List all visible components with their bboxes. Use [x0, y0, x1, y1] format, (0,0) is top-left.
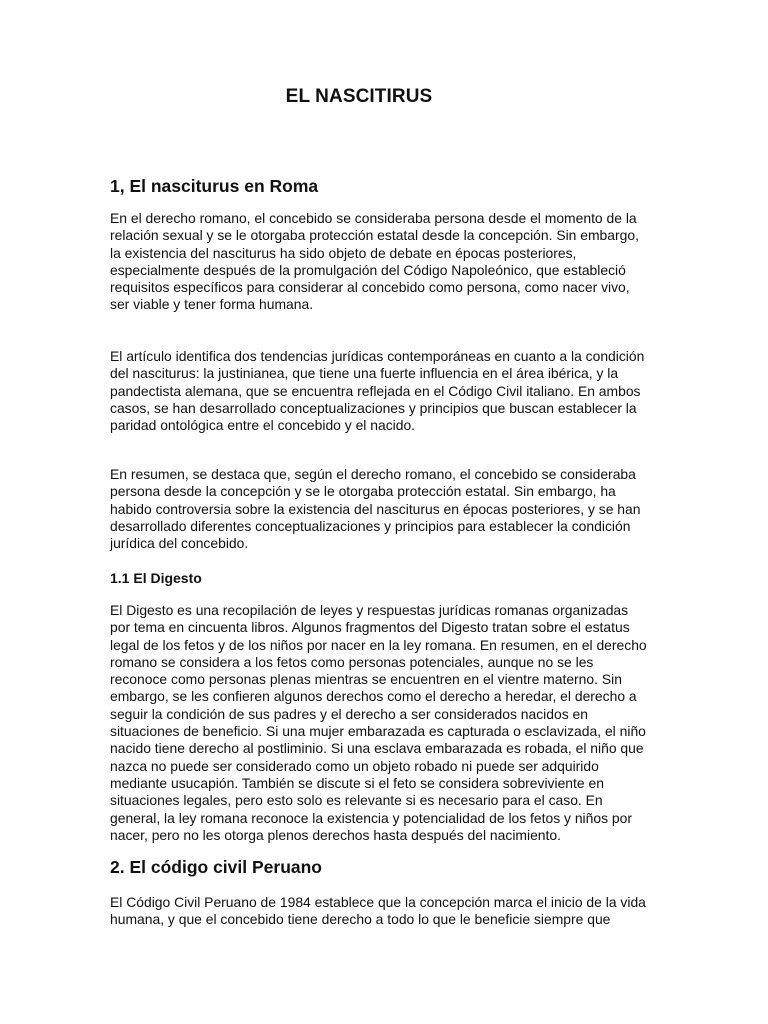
text-line: especialmente después de la promulgación del Código Napoleónico, que estableció	[110, 261, 626, 278]
paragraph-roma-3	[110, 466, 670, 552]
section-heading-digesto: 1.1 El Digesto	[110, 570, 202, 586]
text-line: situaciones de beneficio. Si una mujer embarazada es capturada o esclavizada, el niño	[110, 723, 646, 740]
text-line: reconoce como personas plenas mientras se encuentren en el vientre materno. Sin	[110, 671, 622, 688]
text-line: nacido tiene derecho al postliminio. Si una esclava embarazada es robada, el niño que	[110, 740, 644, 757]
text-line: requisitos específicos para considerar al concebido como persona, como nacer vivo,	[110, 279, 630, 296]
text-line: pandectista alemana, que se encuentra reflejada en el Código Civil italiano. En ambos	[110, 382, 641, 399]
text-line: legal de los fetos y de los niños por nacer en la ley romana. En resumen, en el derecho	[110, 636, 647, 653]
section-heading-codigo-peruano: 2. El código civil Peruano	[110, 857, 322, 877]
text-line: relación sexual y se le otorgaba protección estatal desde la concepción. Sin embargo,	[110, 227, 639, 244]
text-line: mediante usucapión. También se discute si el feto se considera sobreviviente en	[110, 774, 604, 791]
text-line: romano se considera a los fetos como personas potenciales, aunque no se les	[110, 653, 594, 670]
paragraph-roma-2	[110, 348, 670, 434]
text-line: del nasciturus: la justinianea, que tiene una fuerte influencia en el área ibérica, y la	[110, 365, 619, 382]
text-line: casos, se han desarrollado conceptualizaciones y principios que buscan establecer la	[110, 399, 637, 416]
text-line: paridad ontológica entre el concebido y el nacido.	[110, 417, 416, 434]
text-line: general, la ley romana reconoce la existencia y potencialidad de los fetos y niños por	[110, 809, 632, 826]
text-line: humana, y que el concebido tiene derecho a todo lo que le beneficie siempre que	[110, 911, 611, 928]
section-heading-roma: 1, El nasciturus en Roma	[110, 176, 319, 196]
document-title: EL NASCITIRUS	[285, 86, 433, 107]
text-line: El Digesto es una recopilación de leyes y respuestas jurídicas romanas organizadas	[110, 602, 629, 618]
text-line: por tema en cincuenta libros. Algunos fragmentos del Digesto tratan sobre el estatus	[110, 619, 630, 636]
text-line: persona desde la concepción y se le otorgaba protección estatal. Sin embargo, ha	[110, 483, 616, 500]
text-line: En el derecho romano, el concebido se consideraba persona desde el momento de la	[110, 210, 637, 226]
text-line: situaciones legales, pero esto solo es relevante si es necesario para el caso. En	[110, 792, 603, 809]
text-line: seguir la condición de sus padres y el derecho a ser considerados nacidos en	[110, 705, 588, 722]
text-line: embargo, se les confieren algunos derechos como el derecho a heredar, el derecho a	[110, 688, 637, 705]
text-line: jurídica del concebido.	[110, 535, 249, 552]
text-line: nazca no puede ser considerado como un objeto robado ni puede ser adquirido	[110, 757, 599, 774]
text-line: desarrollado diferentes conceptualizaciones y principios para establecer la condición	[110, 517, 631, 534]
text-line: En resumen, se destaca que, según el derecho romano, el concebido se consideraba	[110, 466, 636, 482]
text-line: la existencia del nasciturus ha sido objeto de debate en épocas posteriores,	[110, 244, 577, 261]
text-line: habido controversia sobre la existencia del nasciturus en épocas posteriores, y se han	[110, 500, 641, 517]
text-line: El Código Civil Peruano de 1984 establece que la concepción marca el inicio de la vida	[110, 894, 646, 910]
text-line: El artículo identifica dos tendencias jurídicas contemporáneas en cuanto a la condición	[110, 348, 645, 364]
paragraph-roma-1	[110, 210, 670, 314]
paragraph-codigo-peruano	[110, 894, 670, 929]
text-line: nacer, pero no les otorga plenos derechos hasta después del nacimiento.	[110, 826, 561, 843]
text-line: ser viable y tener forma humana.	[110, 296, 314, 313]
paragraph-digesto	[110, 602, 670, 844]
